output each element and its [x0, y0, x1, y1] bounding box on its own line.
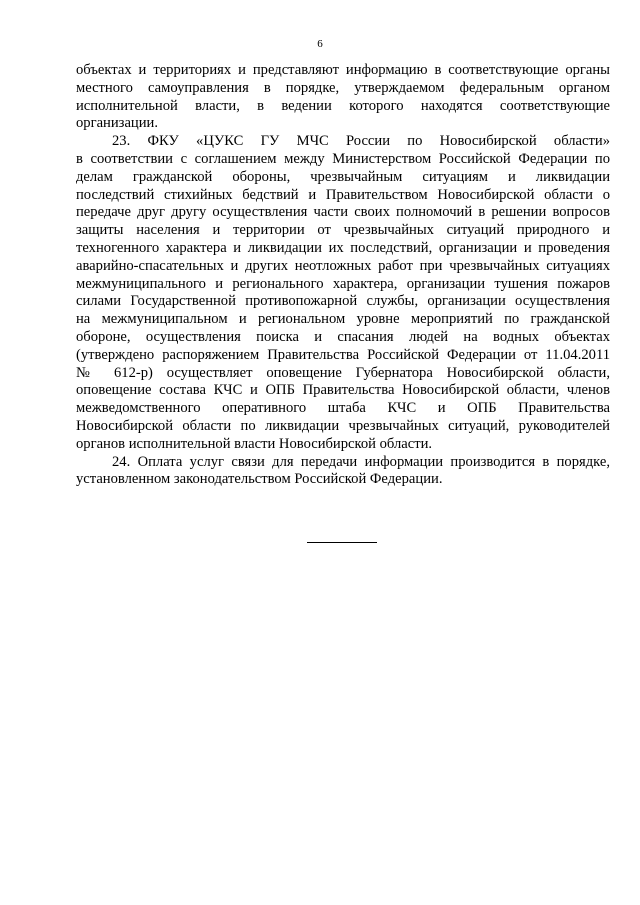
paragraph-item-24: [76, 454, 610, 490]
text-line: исполнительной власти, в ведении которого находятся соответствующие: [76, 97, 610, 114]
paragraph-item-23: [76, 133, 610, 453]
text-line: Новосибирской области по ликвидации чрезвычайных ситуаций, руководителей: [76, 417, 610, 434]
text-line: органов исполнительной власти Новосибирской области.: [76, 435, 433, 452]
text-line: 23. ФКУ «ЦУКС ГУ МЧС России по Новосибирской области»: [112, 133, 610, 150]
text-line: делам гражданской обороны, чрезвычайным ситуациям и ликвидации: [76, 168, 610, 185]
text-line: объектах и территориях и представляют информацию в соответствующие органы: [76, 62, 610, 78]
text-line: оповещение состава КЧС и ОПБ Правительства Новосибирской области, членов: [76, 382, 610, 399]
text-line: аварийно-спасательных и других неотложных работ при чрезвычайных ситуациях: [76, 257, 610, 274]
text-line: силами Государственной противопожарной службы, организации осуществления: [76, 293, 610, 310]
text-line: установленном законодательством Российской Федерации.: [76, 471, 443, 488]
text-line: на межмуниципальном и региональном уровне мероприятий по гражданской: [76, 311, 610, 328]
page-number: 6: [317, 38, 323, 50]
text-line: обороне, осуществления поиска и спасания людей на водных объектах: [76, 328, 610, 345]
paragraph-continuation: [76, 62, 610, 133]
text-line: передаче друг другу осуществления части своих полномочий в решении вопросов: [76, 204, 610, 221]
text-line: межведомственного оперативного штаба КЧС и ОПБ Правительства: [76, 400, 610, 417]
closing-separator-line: [307, 542, 377, 543]
text-line: межмуниципального и регионального характера, организации тушения пожаров: [76, 275, 610, 292]
text-line: техногенного характера и ликвидации их последствий, организации и проведения: [76, 239, 610, 256]
text-line: организации.: [76, 115, 158, 132]
text-line: последствий стихийных бедствий и Правительством Новосибирской области о: [76, 186, 610, 203]
text-line: (утверждено распоряжением Правительства Российской Федерации от 11.04.2011: [76, 346, 610, 363]
text-line: местного самоуправления в порядке, утверждаемом федеральным органом: [76, 79, 610, 96]
text-line: в соответствии с соглашением между Министерством Российской Федерации по: [76, 150, 610, 167]
document-body: [76, 62, 610, 489]
text-line: 24. Оплата услуг связи для передачи информации производится в порядке,: [112, 453, 610, 470]
text-line: № 612-р) осуществляет оповещение Губернатора Новосибирской области,: [76, 364, 610, 381]
text-line: защиты населения и территории от чрезвычайных ситуаций природного и: [76, 222, 610, 239]
